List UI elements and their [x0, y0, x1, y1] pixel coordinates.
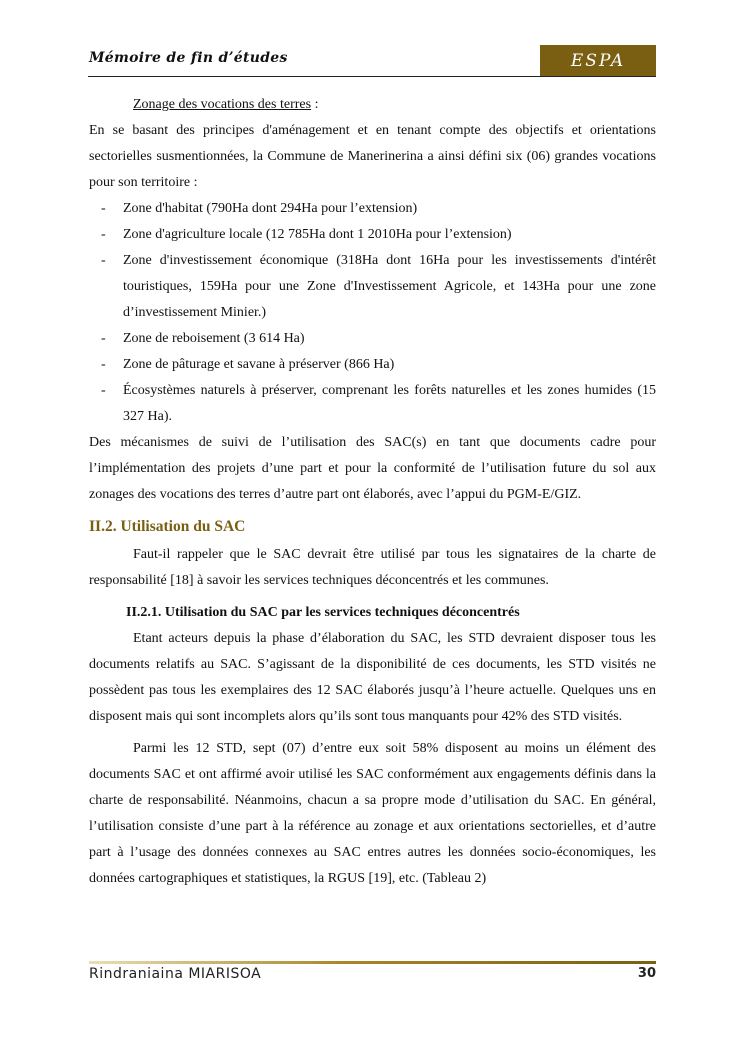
header-tag-espa: ESPA [540, 45, 656, 77]
list-item [89, 196, 656, 222]
page-number: 30 [637, 966, 656, 981]
vocations-list [89, 196, 656, 430]
list-item-text: Zone d'agriculture locale (12 785Ha dont 1 2010Ha pour l’extension) [123, 227, 512, 242]
list-item [89, 222, 656, 248]
dash-bullet: - [101, 357, 106, 372]
zonage-heading: Zonage des vocations des terres [133, 97, 312, 112]
list-item [89, 326, 656, 352]
zonage-colon: : [311, 97, 319, 112]
intro-paragraph: En se basant des principes d'aménagement et en tenant compte des objectifs et orientations sectorielles susmentionnées, la Commune de Manerinerina a ainsi défini six (06) grandes vocations pour son territoire : [89, 123, 656, 190]
running-header-title: Mémoire de fin d’études [89, 50, 288, 66]
dash-bullet: - [101, 227, 106, 242]
mecanismes-paragraph: Des mécanismes de suivi de l’utilisation des SAC(s) en tant que documents cadre pour l’implémentation des projets d’une part et pour la conformité de l’utilisation future du sol aux zonages des vocations des terres d’autre part ont élaborés, avec l’appui du PGM-E/GIZ. [89, 435, 656, 502]
list-item [89, 248, 656, 326]
list-item-text: Zone de pâturage et savane à préserver (866 Ha) [123, 357, 395, 372]
dash-bullet: - [101, 201, 106, 216]
list-item-text: Zone d'investissement économique (318Ha dont 16Ha pour les investissements d'intérêt touristiques, 159Ha pour une Zone d'Investissement Agricole, et 143Ha pour une zone d’investissement Minier.) [123, 253, 656, 320]
dash-bullet: - [101, 253, 106, 268]
std-paragraph-2: Parmi les 12 STD, sept (07) d’entre eux soit 58% disposent au moins un élément des documents SAC et ont affirmé avoir utilisé les SAC conformément aux engagements définis dans la charte de responsabilité. Néanmoins, chacun a sa propre mode d’utilisation du SAC. En général, l’utilisation consiste d’une part à la référence au zonage et aux orientations sectorielles, et d’autre part à l’usage des données connexes au SAC entres autres les données socio-économiques, les données cartographiques et statistiques, la RGUS [19], etc. (Tableau 2) [89, 741, 656, 886]
dash-bullet: - [101, 331, 106, 346]
page-body [89, 92, 656, 892]
list-item [89, 352, 656, 378]
header-divider [88, 76, 656, 77]
list-item-text: Écosystèmes naturels à préserver, comprenant les forêts naturelles et les zones humides (15 327 Ha). [123, 383, 656, 424]
dash-bullet: - [101, 383, 106, 398]
section-paragraph: Faut-il rappeler que le SAC devrait être utilisé par tous les signataires de la charte de responsabilité [18] à savoir les services techniques déconcentrés et les communes. [89, 547, 656, 588]
footer-divider [89, 961, 656, 964]
zonage-line [89, 92, 656, 118]
list-item-text: Zone d'habitat (790Ha dont 294Ha pour l’extension) [123, 201, 418, 216]
subsection-heading: II.2.1. Utilisation du SAC par les services techniques déconcentrés [126, 605, 520, 620]
list-item [89, 378, 656, 430]
section-heading: II.2. Utilisation du SAC [89, 518, 246, 535]
std-paragraph-1: Etant acteurs depuis la phase d’élaboration du SAC, les STD devraient disposer tous les documents relatifs au SAC. S’agissant de la disponibilité de ces documents, les STD visités ne possèdent pas tous les exemplaires des 12 SAC élaborés jusqu’à l’heure actuelle. Quelques uns en disposent mais qui sont incomplets alors qu’ils sont tous manquants pour 42% des STD visités. [89, 631, 656, 724]
list-item-text: Zone de reboisement (3 614 Ha) [123, 331, 305, 346]
footer-author: Rindraniaina MIARISOA [89, 966, 262, 982]
